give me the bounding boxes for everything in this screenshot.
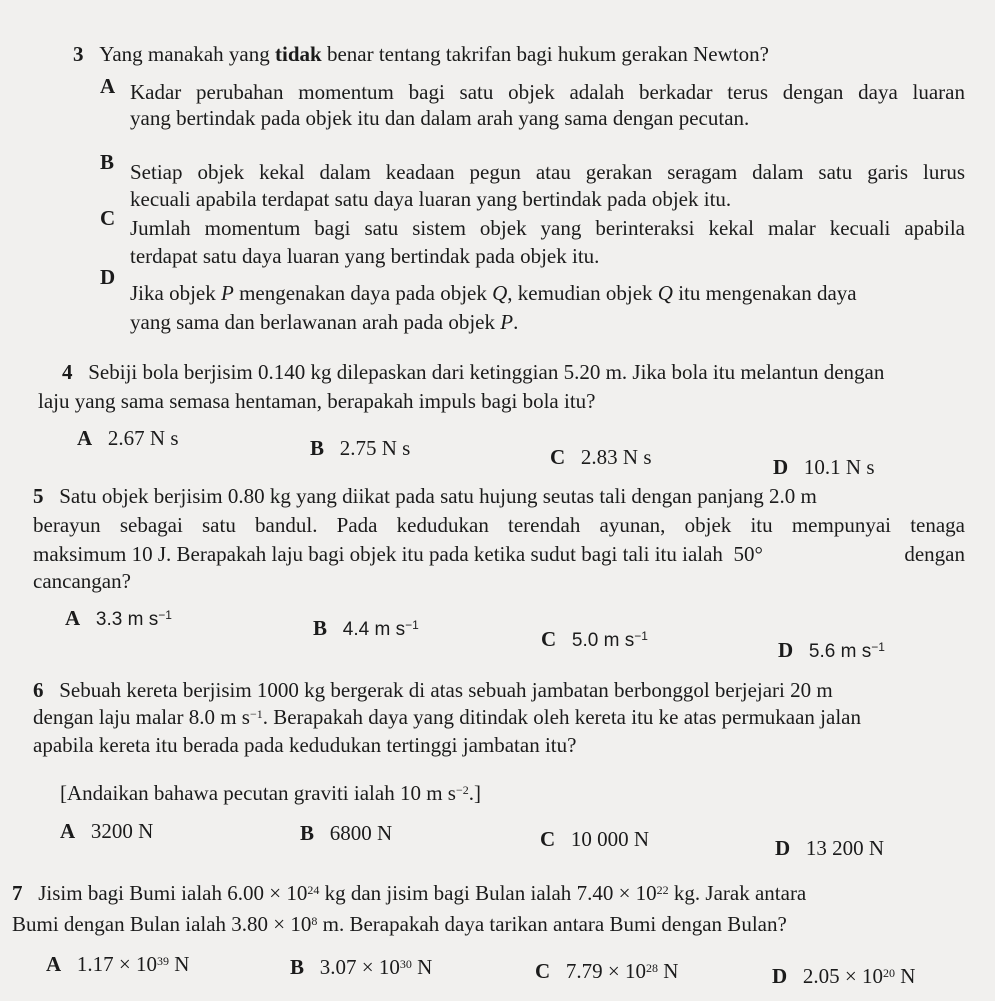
question-5-line1: 5 Satu objek berjisim 0.80 kg yang diikat pada satu hujung seutas tali dengan panjang 2.0 m	[33, 484, 817, 508]
question-number: 3	[73, 42, 84, 66]
question-5-line4: cancangan?	[33, 569, 131, 593]
question-6-line2: dengan laju malar 8.0 m $s^{-1}$. Berapakah daya yang ditindak oleh kereta itu ke atas permukaan jalan	[33, 705, 861, 729]
question-7-line1: 7 Jisim bagi Bumi ialah $6.00 \times 10^{24}$ kg dan jisim bagi Bulan ialah $7.40 \times 10^{22}$ kg. Jarak antara	[12, 881, 807, 905]
option-b-line2: kecuali apabila terdapat satu daya luaran yang bertindak pada objek itu.	[130, 187, 732, 211]
question-6-line1: 6 Sebuah kereta berjisim 1000 kg bergerak di atas sebuah jambatan berbonggol berjejari 20 m	[33, 678, 833, 702]
q6-option-d: D 13 200 N	[775, 836, 885, 860]
option-a-line1: Kadar perubahan momentum bagi satu objek adalah berkadar terus dengan daya luaran	[130, 80, 965, 104]
option-c-label: C	[100, 206, 116, 230]
q7-option-c: C $7.79 \times 10^{28}$ N	[535, 959, 679, 983]
question-6-note: [Andaikan bahawa pecutan graviti ialah 10 m $s^{-2}$.]	[60, 781, 481, 805]
q5-option-a: A 3.3 m $s^{-1}$	[65, 606, 172, 630]
option-d-line2: yang sama dan berlawanan arah pada objek P.	[130, 310, 519, 334]
option-c-line2: terdapat satu daya luaran yang bertindak pada objek itu.	[130, 244, 600, 268]
q4-option-d: D 10.1 N s	[773, 455, 875, 479]
question-4-line1: 4 Sebiji bola berjisim 0.140 kg dilepaskan dari ketinggian 5.20 m. Jika bola itu melantun dengan	[62, 360, 885, 384]
q4-option-a: A 2.67 N s	[77, 426, 179, 450]
option-d-line1: Jika objek P mengenakan daya pada objek Q, kemudian objek Q itu mengenakan daya	[130, 281, 857, 305]
question-5-line2: berayun sebagai satu bandul. Pada kedudukan terendah ayunan, objek itu mempunyai tenaga	[33, 513, 965, 537]
q6-option-c: C 10 000 N	[540, 827, 650, 851]
question-6-line3: apabila kereta itu berada pada kedudukan tertinggi jambatan itu?	[33, 733, 577, 757]
option-b-line1: Setiap objek kekal dalam keadaan pegun atau gerakan seragam dalam satu garis lurus	[130, 160, 965, 184]
q6-option-a: A 3200 N	[60, 819, 154, 843]
question-4-line2: laju yang sama semasa hentaman, berapakah impuls bagi bola itu?	[38, 389, 596, 413]
question-3-stem: 3 Yang manakah yang tidak benar tentang takrifan bagi hukum gerakan Newton?	[73, 42, 769, 66]
q6-option-b: B 6800 N	[300, 821, 393, 845]
option-a-line2: yang bertindak pada objek itu dan dalam arah yang sama dengan pecutan.	[130, 106, 750, 130]
q7-option-d: D $2.05 \times 10^{20}$ N	[772, 964, 916, 988]
q5-option-b: B 4.4 m $s^{-1}$	[313, 616, 419, 640]
q5-option-c: C 5.0 m $s^{-1}$	[541, 627, 648, 651]
q4-option-c: C 2.83 N s	[550, 445, 652, 469]
question-5-line3: maksimum 10 J. Berapakah laju bagi objek itu pada ketika sudut bagi tali itu ialah 50° dengan	[33, 542, 965, 566]
q7-option-a: A $1.17 \times 10^{39}$ N	[46, 952, 190, 976]
q4-option-b: B 2.75 N s	[310, 436, 411, 460]
option-a-label: A	[100, 74, 116, 98]
question-7-line2: Bumi dengan Bulan ialah $3.80 \times 10^8$ m. Berapakah daya tarikan antara Bumi dengan Bulan?	[12, 912, 787, 936]
option-d-label: D	[100, 265, 116, 289]
option-b-label: B	[100, 150, 115, 174]
option-c-line1: Jumlah momentum bagi satu sistem objek yang berinteraksi kekal malar kecuali apabila	[130, 216, 965, 240]
q5-option-d: D 5.6 m $s^{-1}$	[778, 638, 885, 662]
q7-option-b: B $3.07 \times 10^{30}$ N	[290, 955, 433, 979]
